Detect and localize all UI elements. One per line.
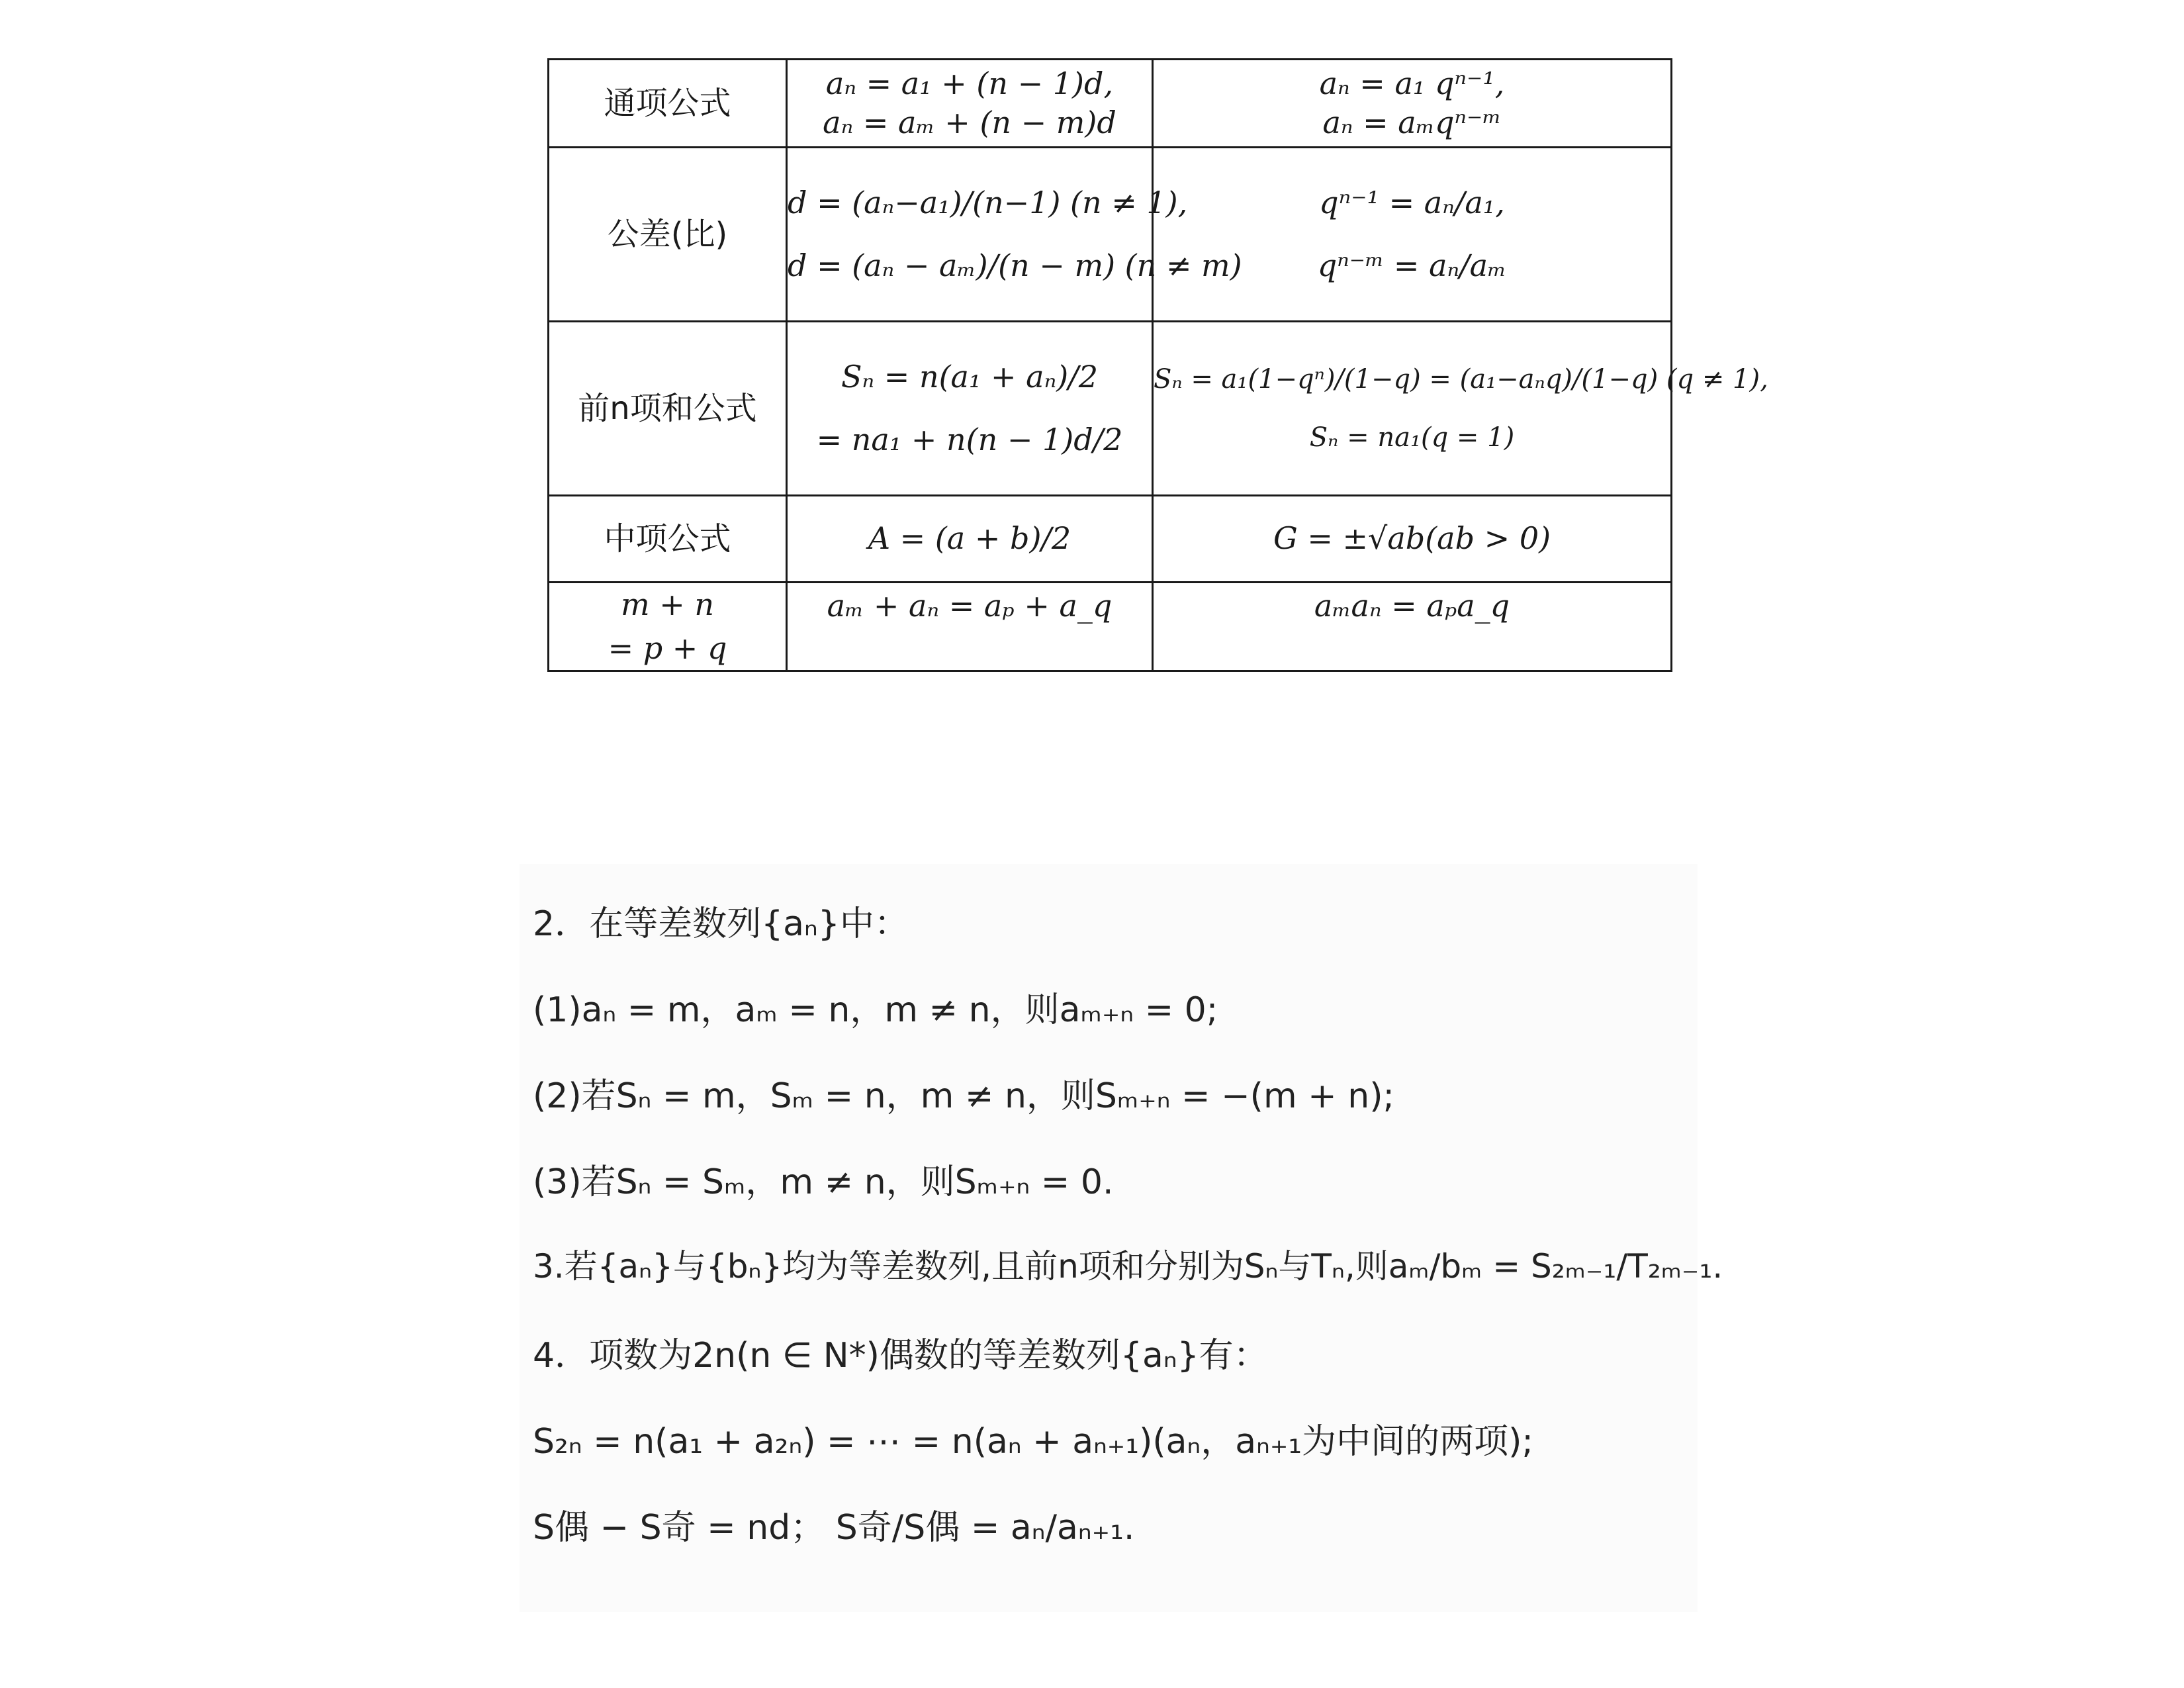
formula-line: d = (aₙ−a₁)/(n−1) (n ≠ 1), — [788, 184, 1188, 220]
formula-line: aₘaₙ = aₚa_q — [1314, 588, 1510, 624]
geometric-cell — [1153, 60, 1672, 148]
geometric-cell — [1153, 583, 1672, 671]
table-row — [549, 322, 1672, 496]
formula-line: Sₙ = a₁(1−qⁿ)/(1−q) = (a₁−aₙq)/(1−q) (q ≠ 1), — [1154, 364, 1768, 395]
formula-line: aₙ = a₁ qⁿ⁻¹, — [1319, 65, 1505, 101]
row-label: 通项公式 — [549, 60, 787, 148]
formula-line: aₙ = a₁ + (n − 1)d, — [825, 65, 1114, 101]
geometric-cell — [1153, 148, 1672, 322]
formula-line: Sₙ = na₁(q = 1) — [1309, 422, 1515, 453]
note-item: S偶 − S奇 = nd； S奇/S偶 = aₙ/aₙ₊₁. — [533, 1508, 1135, 1548]
arithmetic-cell — [787, 583, 1153, 671]
formula-table — [547, 58, 1768, 672]
note-heading: 4．项数为2n(n ∈ N*)偶数的等差数列{aₙ}有： — [533, 1336, 1268, 1376]
geometric-cell — [1153, 496, 1672, 583]
formula-line: = p + q — [608, 630, 727, 667]
arithmetic-cell — [787, 148, 1242, 322]
formula-line: qⁿ⁻ᵐ = aₙ/aₘ — [1317, 248, 1507, 283]
note-item: S₂ₙ = n(a₁ + a₂ₙ) = ⋯ = n(aₙ + aₙ₊₁)(aₙ，aₙ₊₁为中间的两项); — [533, 1422, 1533, 1462]
row-label: 中项公式 — [549, 496, 787, 583]
note-item: (1)aₙ = m，aₘ = n，m ≠ n，则aₘ₊ₙ = 0; — [533, 990, 1218, 1030]
table-row — [549, 148, 1672, 322]
note-item: (3)若Sₙ = Sₘ，m ≠ n，则Sₘ₊ₙ = 0. — [533, 1162, 1114, 1202]
property-notes — [520, 864, 1723, 1612]
row-label: 公差(比) — [549, 148, 787, 322]
formula-line: = na₁ + n(n − 1)d/2 — [816, 422, 1123, 457]
formula-line: aₘ + aₙ = aₚ + a_q — [827, 588, 1113, 624]
formula-line: aₙ = aₘqⁿ⁻ᵐ — [1322, 105, 1502, 140]
formula-line: qⁿ⁻¹ = aₙ/a₁, — [1319, 184, 1505, 220]
formula-line: d = (aₙ − aₘ)/(n − m) (n ≠ m) — [788, 248, 1242, 283]
formula-line: aₙ = aₘ + (n − m)d — [823, 105, 1116, 140]
arithmetic-cell — [787, 60, 1153, 148]
note-item: 3.若{aₙ}与{bₙ}均为等差数列,且前n项和分别为Sₙ与Tₙ,则aₘ/bₘ = S₂ₘ₋₁/T₂ₘ₋₁. — [533, 1247, 1723, 1286]
geometric-cell — [1153, 322, 1768, 496]
row-label — [549, 583, 787, 671]
formula-line: A = (a + b)/2 — [868, 520, 1071, 557]
row-label: 前n项和公式 — [549, 322, 787, 496]
arithmetic-cell — [787, 496, 1153, 583]
table-row — [549, 496, 1672, 583]
table-row — [549, 583, 1672, 671]
formula-line: Sₙ = n(a₁ + aₙ)/2 — [841, 358, 1098, 395]
formula-line: m + n — [620, 586, 715, 622]
note-item: (2)若Sₙ = m，Sₘ = n，m ≠ n，则Sₘ₊ₙ = −(m + n); — [533, 1076, 1395, 1116]
formula-line: G = ±√ab(ab > 0) — [1273, 520, 1551, 557]
arithmetic-cell — [787, 322, 1153, 496]
note-heading: 2．在等差数列{aₙ}中： — [533, 904, 909, 944]
table-row — [549, 60, 1672, 148]
